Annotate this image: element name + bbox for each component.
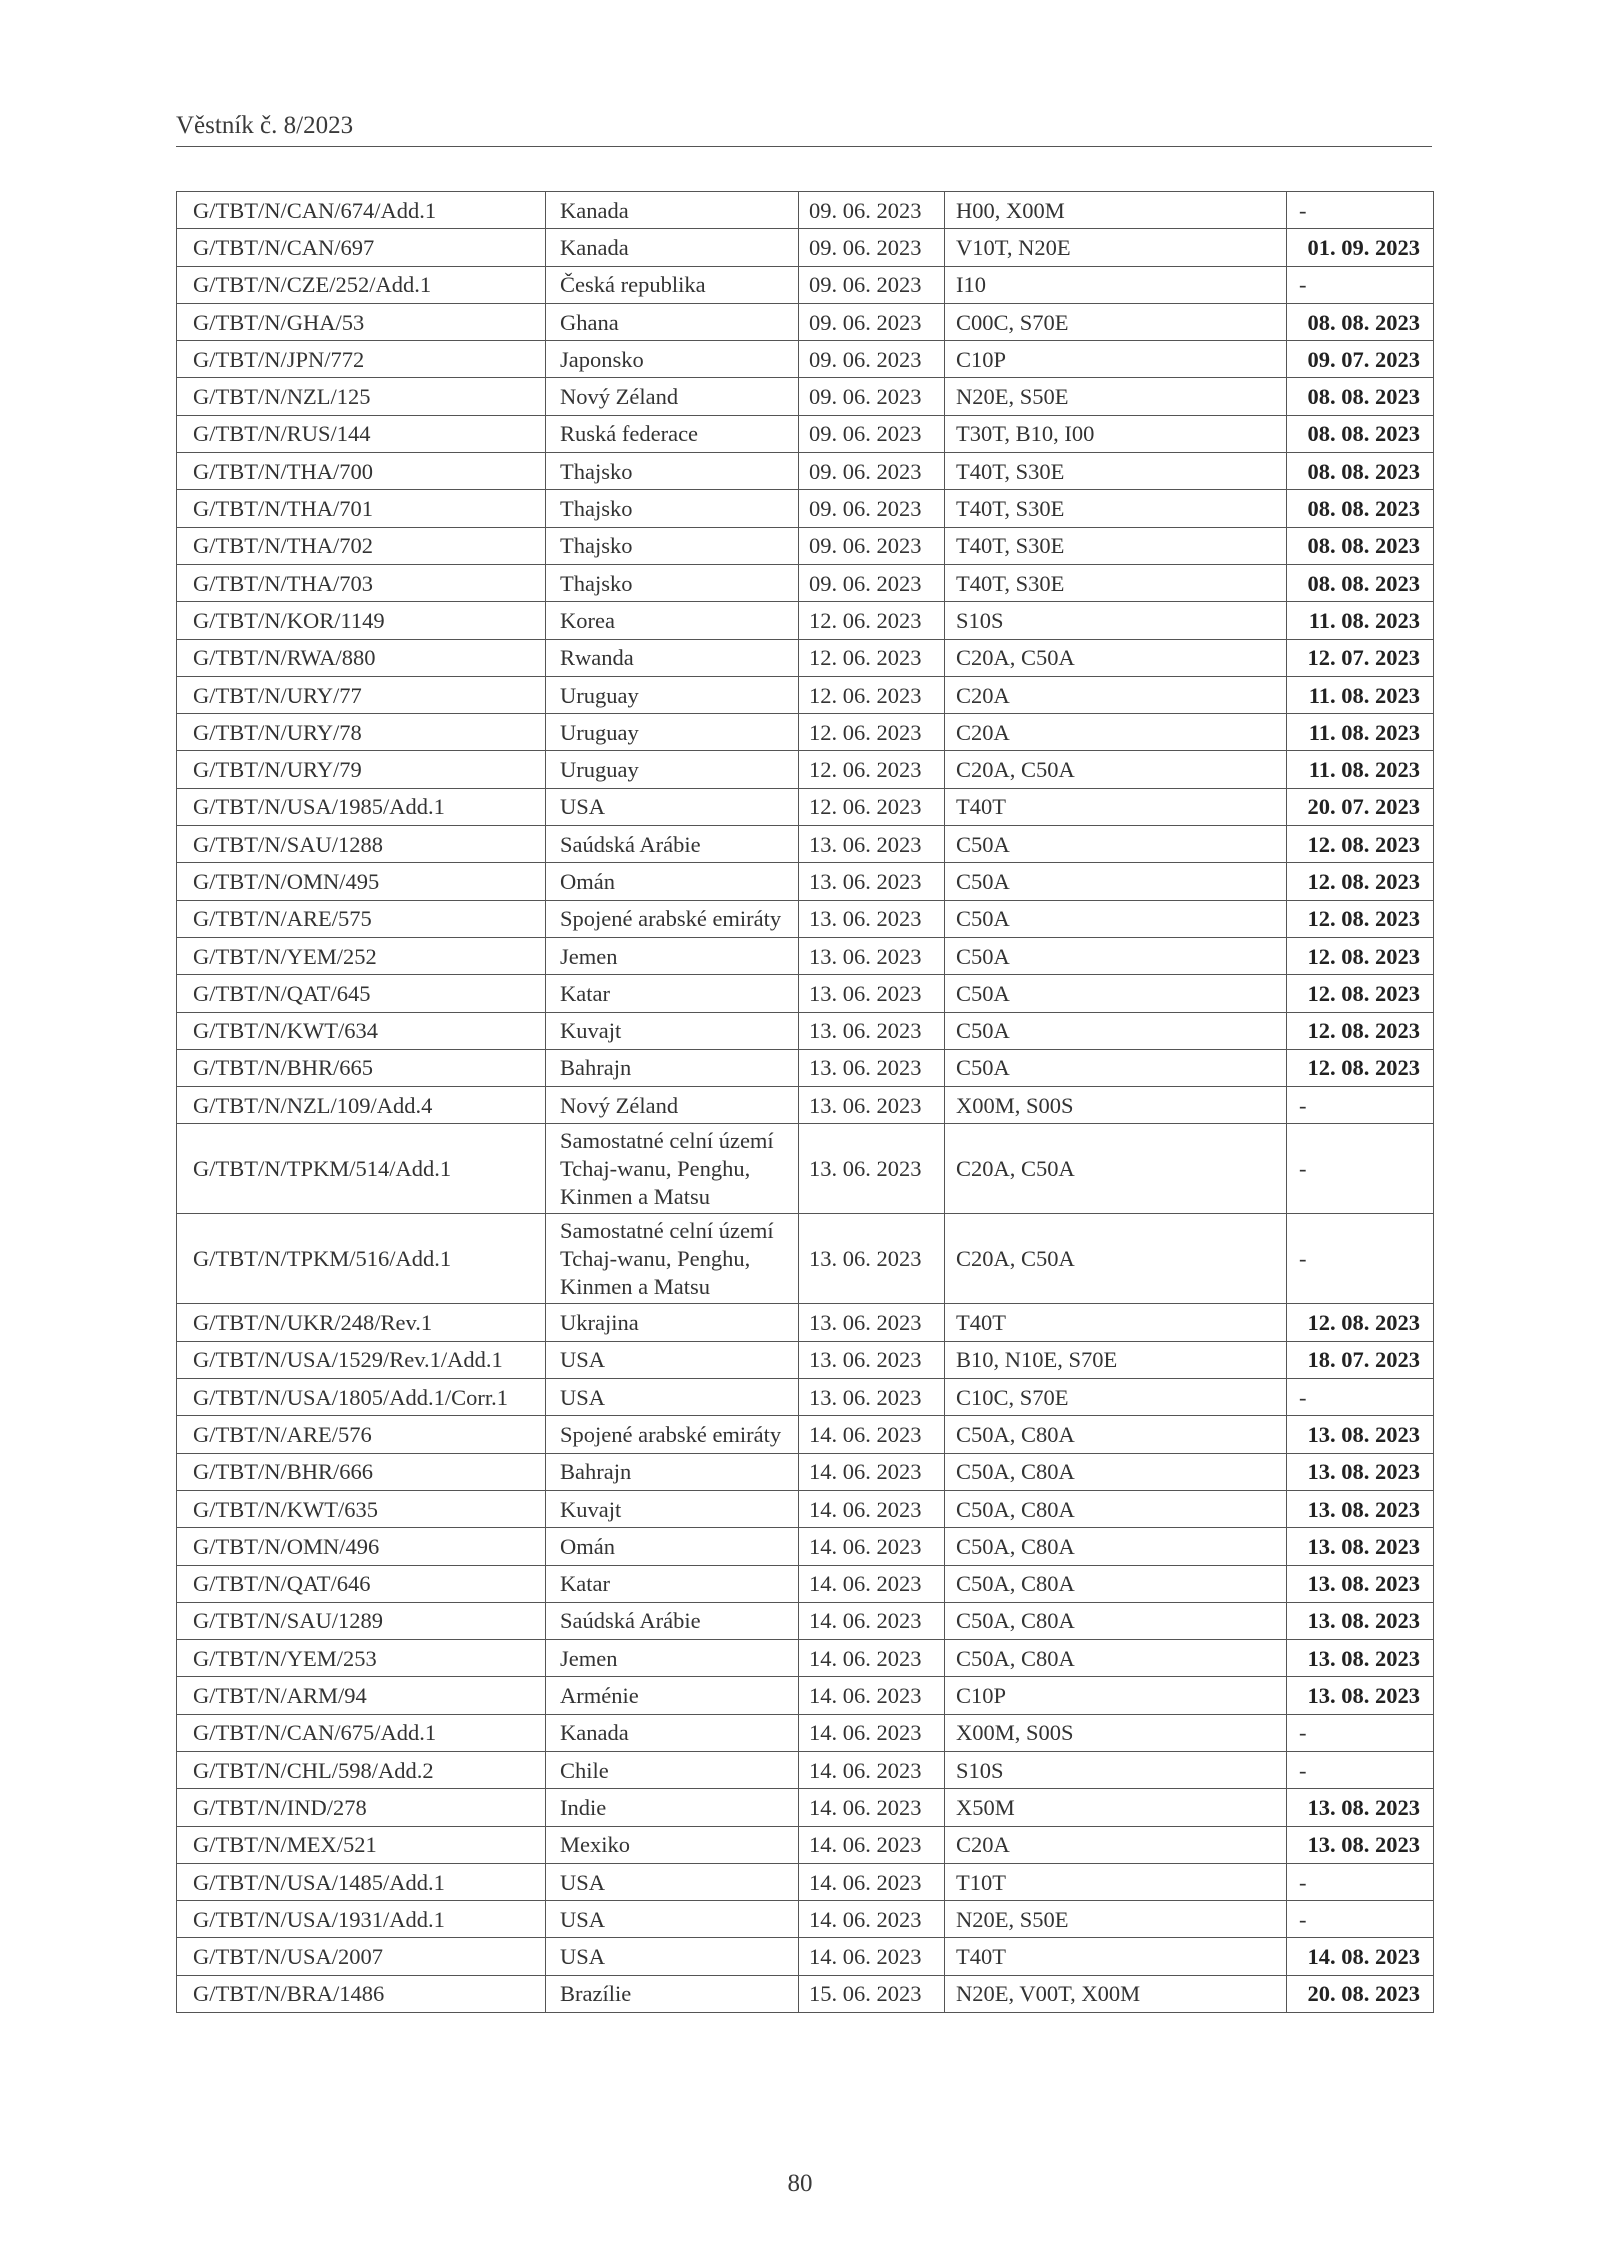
table-row xyxy=(177,1341,1434,1378)
notification-symbol-cell: G/TBT/N/CZE/252/Add.1 xyxy=(177,266,546,303)
date-cell: 12. 06. 2023 xyxy=(799,714,945,751)
ics-codes-cell: T40T, S30E xyxy=(945,564,1287,601)
country-cell: Korea xyxy=(546,602,799,639)
comment-deadline-cell: 13. 08. 2023 xyxy=(1287,1677,1434,1714)
table-row xyxy=(177,564,1434,601)
ics-codes-cell: C00C, S70E xyxy=(945,303,1287,340)
date-cell: 09. 06. 2023 xyxy=(799,527,945,564)
comment-deadline-cell: 08. 08. 2023 xyxy=(1287,378,1434,415)
notification-symbol-cell: G/TBT/N/YEM/252 xyxy=(177,937,546,974)
date-cell: 13. 06. 2023 xyxy=(799,826,945,863)
date-cell: 14. 06. 2023 xyxy=(799,1640,945,1677)
table-row xyxy=(177,229,1434,266)
date-cell: 09. 06. 2023 xyxy=(799,490,945,527)
country-cell: Kuvajt xyxy=(546,1490,799,1527)
notification-symbol-cell: G/TBT/N/NZL/125 xyxy=(177,378,546,415)
notification-symbol-cell: G/TBT/N/ARE/576 xyxy=(177,1416,546,1453)
ics-codes-cell: T30T, B10, I00 xyxy=(945,415,1287,452)
notification-symbol-cell: G/TBT/N/BHR/666 xyxy=(177,1453,546,1490)
notification-symbol-cell: G/TBT/N/OMN/496 xyxy=(177,1528,546,1565)
date-cell: 13. 06. 2023 xyxy=(799,1049,945,1086)
notification-symbol-cell: G/TBT/N/UKR/248/Rev.1 xyxy=(177,1304,546,1341)
table-row xyxy=(177,1975,1434,2012)
country-cell: Chile xyxy=(546,1751,799,1788)
date-cell: 14. 06. 2023 xyxy=(799,1677,945,1714)
date-cell: 14. 06. 2023 xyxy=(799,1490,945,1527)
country-cell: USA xyxy=(546,1901,799,1938)
ics-codes-cell: N20E, S50E xyxy=(945,378,1287,415)
country-cell: Bahrajn xyxy=(546,1453,799,1490)
notification-symbol-cell: G/TBT/N/THA/701 xyxy=(177,490,546,527)
country-cell: Mexiko xyxy=(546,1826,799,1863)
table-row xyxy=(177,192,1434,229)
notification-symbol-cell: G/TBT/N/MEX/521 xyxy=(177,1826,546,1863)
notification-symbol-cell: G/TBT/N/ARM/94 xyxy=(177,1677,546,1714)
date-cell: 14. 06. 2023 xyxy=(799,1714,945,1751)
table-row xyxy=(177,1528,1434,1565)
table-row xyxy=(177,490,1434,527)
comment-deadline-cell: 11. 08. 2023 xyxy=(1287,602,1434,639)
comment-deadline-cell: - xyxy=(1287,1379,1434,1416)
ics-codes-cell: C20A xyxy=(945,676,1287,713)
table-row xyxy=(177,341,1434,378)
table-row xyxy=(177,1938,1434,1975)
comment-deadline-cell: 08. 08. 2023 xyxy=(1287,453,1434,490)
ics-codes-cell: S10S xyxy=(945,602,1287,639)
country-cell: Katar xyxy=(546,975,799,1012)
date-cell: 09. 06. 2023 xyxy=(799,378,945,415)
country-cell: Indie xyxy=(546,1789,799,1826)
country-cell: Saúdská Arábie xyxy=(546,1602,799,1639)
date-cell: 14. 06. 2023 xyxy=(799,1938,945,1975)
date-cell: 12. 06. 2023 xyxy=(799,676,945,713)
ics-codes-cell: C50A, C80A xyxy=(945,1453,1287,1490)
ics-codes-cell: C50A, C80A xyxy=(945,1602,1287,1639)
comment-deadline-cell: - xyxy=(1287,1087,1434,1124)
ics-codes-cell: X00M, S00S xyxy=(945,1714,1287,1751)
country-cell: Kanada xyxy=(546,192,799,229)
notification-symbol-cell: G/TBT/N/KWT/635 xyxy=(177,1490,546,1527)
notification-symbol-cell: G/TBT/N/ARE/575 xyxy=(177,900,546,937)
comment-deadline-cell: 01. 09. 2023 xyxy=(1287,229,1434,266)
country-cell: Ghana xyxy=(546,303,799,340)
country-cell: Katar xyxy=(546,1565,799,1602)
date-cell: 12. 06. 2023 xyxy=(799,751,945,788)
country-cell: Ruská federace xyxy=(546,415,799,452)
table-row xyxy=(177,1602,1434,1639)
notification-symbol-cell: G/TBT/N/USA/1985/Add.1 xyxy=(177,788,546,825)
table-row xyxy=(177,602,1434,639)
table-row xyxy=(177,1304,1434,1341)
ics-codes-cell: C50A xyxy=(945,937,1287,974)
date-cell: 09. 06. 2023 xyxy=(799,564,945,601)
comment-deadline-cell: 13. 08. 2023 xyxy=(1287,1416,1434,1453)
ics-codes-cell: C20A, C50A xyxy=(945,639,1287,676)
date-cell: 13. 06. 2023 xyxy=(799,900,945,937)
table-row xyxy=(177,415,1434,452)
table-row xyxy=(177,900,1434,937)
country-cell: Uruguay xyxy=(546,714,799,751)
date-cell: 14. 06. 2023 xyxy=(799,1602,945,1639)
table-row xyxy=(177,378,1434,415)
country-cell: Uruguay xyxy=(546,676,799,713)
notification-symbol-cell: G/TBT/N/YEM/253 xyxy=(177,1640,546,1677)
country-cell: Thajsko xyxy=(546,490,799,527)
comment-deadline-cell: - xyxy=(1287,1214,1434,1304)
ics-codes-cell: X50M xyxy=(945,1789,1287,1826)
table-row xyxy=(177,1565,1434,1602)
ics-codes-cell: C50A, C80A xyxy=(945,1528,1287,1565)
table-row xyxy=(177,1124,1434,1214)
table-row xyxy=(177,1714,1434,1751)
country-cell: Jemen xyxy=(546,937,799,974)
date-cell: 13. 06. 2023 xyxy=(799,1087,945,1124)
date-cell: 14. 06. 2023 xyxy=(799,1789,945,1826)
comment-deadline-cell: 12. 08. 2023 xyxy=(1287,863,1434,900)
ics-codes-cell: C10P xyxy=(945,1677,1287,1714)
notification-symbol-cell: G/TBT/N/NZL/109/Add.4 xyxy=(177,1087,546,1124)
date-cell: 14. 06. 2023 xyxy=(799,1528,945,1565)
header-divider xyxy=(176,146,1432,147)
country-cell: USA xyxy=(546,788,799,825)
comment-deadline-cell: 12. 08. 2023 xyxy=(1287,937,1434,974)
comment-deadline-cell: 13. 08. 2023 xyxy=(1287,1602,1434,1639)
date-cell: 12. 06. 2023 xyxy=(799,788,945,825)
date-cell: 15. 06. 2023 xyxy=(799,1975,945,2012)
country-cell: Omán xyxy=(546,1528,799,1565)
date-cell: 09. 06. 2023 xyxy=(799,341,945,378)
ics-codes-cell: T40T, S30E xyxy=(945,527,1287,564)
comment-deadline-cell: 20. 07. 2023 xyxy=(1287,788,1434,825)
comment-deadline-cell: 12. 08. 2023 xyxy=(1287,1304,1434,1341)
table-row xyxy=(177,303,1434,340)
date-cell: 14. 06. 2023 xyxy=(799,1565,945,1602)
comment-deadline-cell: - xyxy=(1287,1901,1434,1938)
notification-symbol-cell: G/TBT/N/RWA/880 xyxy=(177,639,546,676)
date-cell: 09. 06. 2023 xyxy=(799,266,945,303)
comment-deadline-cell: 13. 08. 2023 xyxy=(1287,1640,1434,1677)
country-cell: Nový Zéland xyxy=(546,1087,799,1124)
comment-deadline-cell: - xyxy=(1287,1714,1434,1751)
table-row xyxy=(177,1640,1434,1677)
notification-symbol-cell: G/TBT/N/KWT/634 xyxy=(177,1012,546,1049)
date-cell: 09. 06. 2023 xyxy=(799,229,945,266)
table-row xyxy=(177,975,1434,1012)
comment-deadline-cell: 12. 08. 2023 xyxy=(1287,975,1434,1012)
comment-deadline-cell: 13. 08. 2023 xyxy=(1287,1565,1434,1602)
notification-symbol-cell: G/TBT/N/BRA/1486 xyxy=(177,1975,546,2012)
comment-deadline-cell: 08. 08. 2023 xyxy=(1287,415,1434,452)
ics-codes-cell: C50A xyxy=(945,863,1287,900)
notifications-table-body xyxy=(177,192,1434,2013)
country-cell: USA xyxy=(546,1938,799,1975)
notification-symbol-cell: G/TBT/N/THA/703 xyxy=(177,564,546,601)
notification-symbol-cell: G/TBT/N/USA/1805/Add.1/Corr.1 xyxy=(177,1379,546,1416)
notification-symbol-cell: G/TBT/N/USA/1529/Rev.1/Add.1 xyxy=(177,1341,546,1378)
date-cell: 14. 06. 2023 xyxy=(799,1453,945,1490)
ics-codes-cell: N20E, V00T, X00M xyxy=(945,1975,1287,2012)
ics-codes-cell: C50A xyxy=(945,1012,1287,1049)
table-row xyxy=(177,453,1434,490)
country-multiline-text: Samostatné celní území Tchaj-wanu, Penghu, Kinmen a Matsu xyxy=(560,1127,774,1209)
notification-symbol-cell: G/TBT/N/USA/2007 xyxy=(177,1938,546,1975)
country-cell: USA xyxy=(546,1379,799,1416)
table-row xyxy=(177,1049,1434,1086)
comment-deadline-cell: 12. 08. 2023 xyxy=(1287,900,1434,937)
country-cell: Rwanda xyxy=(546,639,799,676)
table-row xyxy=(177,1379,1434,1416)
ics-codes-cell: S10S xyxy=(945,1751,1287,1788)
ics-codes-cell: T40T, S30E xyxy=(945,453,1287,490)
comment-deadline-cell: 09. 07. 2023 xyxy=(1287,341,1434,378)
notification-symbol-cell: G/TBT/N/URY/79 xyxy=(177,751,546,788)
date-cell: 13. 06. 2023 xyxy=(799,863,945,900)
table-row xyxy=(177,639,1434,676)
country-cell: Arménie xyxy=(546,1677,799,1714)
table-row xyxy=(177,1901,1434,1938)
table-row xyxy=(177,1751,1434,1788)
ics-codes-cell: H00, X00M xyxy=(945,192,1287,229)
date-cell: 09. 06. 2023 xyxy=(799,415,945,452)
notification-symbol-cell: G/TBT/N/SAU/1288 xyxy=(177,826,546,863)
comment-deadline-cell: 08. 08. 2023 xyxy=(1287,303,1434,340)
table-row xyxy=(177,1214,1434,1304)
notification-symbol-cell: G/TBT/N/GHA/53 xyxy=(177,303,546,340)
notification-symbol-cell: G/TBT/N/QAT/645 xyxy=(177,975,546,1012)
notification-symbol-cell: G/TBT/N/THA/700 xyxy=(177,453,546,490)
country-multiline-text: Samostatné celní území Tchaj-wanu, Penghu, Kinmen a Matsu xyxy=(560,1217,774,1299)
country-cell: Spojené arabské emiráty xyxy=(546,1416,799,1453)
date-cell: 12. 06. 2023 xyxy=(799,639,945,676)
date-cell: 14. 06. 2023 xyxy=(799,1751,945,1788)
table-row xyxy=(177,1453,1434,1490)
date-cell: 13. 06. 2023 xyxy=(799,975,945,1012)
comment-deadline-cell: 12. 08. 2023 xyxy=(1287,826,1434,863)
notification-symbol-cell: G/TBT/N/URY/78 xyxy=(177,714,546,751)
table-row xyxy=(177,1490,1434,1527)
date-cell: 14. 06. 2023 xyxy=(799,1826,945,1863)
comment-deadline-cell: 08. 08. 2023 xyxy=(1287,564,1434,601)
country-cell: Thajsko xyxy=(546,564,799,601)
country-cell: Česká republika xyxy=(546,266,799,303)
country-cell: Omán xyxy=(546,863,799,900)
table-row xyxy=(177,937,1434,974)
country-cell: Thajsko xyxy=(546,527,799,564)
notification-symbol-cell: G/TBT/N/URY/77 xyxy=(177,676,546,713)
ics-codes-cell: C50A, C80A xyxy=(945,1490,1287,1527)
comment-deadline-cell: 18. 07. 2023 xyxy=(1287,1341,1434,1378)
country-cell: Kanada xyxy=(546,229,799,266)
ics-codes-cell: C20A, C50A xyxy=(945,1214,1287,1304)
country-cell: Kuvajt xyxy=(546,1012,799,1049)
ics-codes-cell: C20A xyxy=(945,1826,1287,1863)
ics-codes-cell: C10C, S70E xyxy=(945,1379,1287,1416)
notification-symbol-cell: G/TBT/N/USA/1485/Add.1 xyxy=(177,1863,546,1900)
comment-deadline-cell: 13. 08. 2023 xyxy=(1287,1453,1434,1490)
country-cell: Thajsko xyxy=(546,453,799,490)
notification-symbol-cell: G/TBT/N/TPKM/516/Add.1 xyxy=(177,1214,546,1304)
ics-codes-cell: I10 xyxy=(945,266,1287,303)
country-cell: Jemen xyxy=(546,1640,799,1677)
notification-symbol-cell: G/TBT/N/THA/702 xyxy=(177,527,546,564)
ics-codes-cell: X00M, S00S xyxy=(945,1087,1287,1124)
ics-codes-cell: T40T xyxy=(945,1938,1287,1975)
page-number: 80 xyxy=(787,2170,813,2197)
comment-deadline-cell: 08. 08. 2023 xyxy=(1287,490,1434,527)
table-row xyxy=(177,1416,1434,1453)
page-header-title: Věstník č. 8/2023 xyxy=(176,112,354,139)
notification-symbol-cell: G/TBT/N/OMN/495 xyxy=(177,863,546,900)
ics-codes-cell: C20A, C50A xyxy=(945,1124,1287,1214)
ics-codes-cell: C50A xyxy=(945,826,1287,863)
country-cell: Brazílie xyxy=(546,1975,799,2012)
country-cell: Ukrajina xyxy=(546,1304,799,1341)
notification-symbol-cell: G/TBT/N/CAN/697 xyxy=(177,229,546,266)
comment-deadline-cell: - xyxy=(1287,192,1434,229)
date-cell: 13. 06. 2023 xyxy=(799,1214,945,1304)
notification-symbol-cell: G/TBT/N/USA/1931/Add.1 xyxy=(177,1901,546,1938)
ics-codes-cell: N20E, S50E xyxy=(945,1901,1287,1938)
date-cell: 13. 06. 2023 xyxy=(799,1341,945,1378)
ics-codes-cell: C20A xyxy=(945,714,1287,751)
comment-deadline-cell: 20. 08. 2023 xyxy=(1287,1975,1434,2012)
date-cell: 14. 06. 2023 xyxy=(799,1416,945,1453)
comment-deadline-cell: 08. 08. 2023 xyxy=(1287,527,1434,564)
table-row xyxy=(177,826,1434,863)
notification-symbol-cell: G/TBT/N/RUS/144 xyxy=(177,415,546,452)
country-cell: Spojené arabské emiráty xyxy=(546,900,799,937)
date-cell: 09. 06. 2023 xyxy=(799,192,945,229)
ics-codes-cell: T10T xyxy=(945,1863,1287,1900)
table-row xyxy=(177,751,1434,788)
notifications-table xyxy=(176,191,1434,2013)
table-row xyxy=(177,1789,1434,1826)
ics-codes-cell: C50A, C80A xyxy=(945,1640,1287,1677)
table-row xyxy=(177,1012,1434,1049)
comment-deadline-cell: 11. 08. 2023 xyxy=(1287,751,1434,788)
country-cell: USA xyxy=(546,1863,799,1900)
comment-deadline-cell: - xyxy=(1287,1124,1434,1214)
comment-deadline-cell: 13. 08. 2023 xyxy=(1287,1826,1434,1863)
comment-deadline-cell: 13. 08. 2023 xyxy=(1287,1528,1434,1565)
notification-symbol-cell: G/TBT/N/QAT/646 xyxy=(177,1565,546,1602)
table-row xyxy=(177,714,1434,751)
date-cell: 13. 06. 2023 xyxy=(799,1012,945,1049)
notification-symbol-cell: G/TBT/N/CAN/675/Add.1 xyxy=(177,1714,546,1751)
notification-symbol-cell: G/TBT/N/KOR/1149 xyxy=(177,602,546,639)
table-row xyxy=(177,527,1434,564)
comment-deadline-cell: 12. 07. 2023 xyxy=(1287,639,1434,676)
country-cell: USA xyxy=(546,1341,799,1378)
comment-deadline-cell: 11. 08. 2023 xyxy=(1287,714,1434,751)
date-cell: 14. 06. 2023 xyxy=(799,1901,945,1938)
date-cell: 14. 06. 2023 xyxy=(799,1863,945,1900)
country-cell: Uruguay xyxy=(546,751,799,788)
country-cell: Bahrajn xyxy=(546,1049,799,1086)
comment-deadline-cell: 12. 08. 2023 xyxy=(1287,1012,1434,1049)
date-cell: 09. 06. 2023 xyxy=(799,303,945,340)
date-cell: 13. 06. 2023 xyxy=(799,937,945,974)
comment-deadline-cell: - xyxy=(1287,1863,1434,1900)
ics-codes-cell: V10T, N20E xyxy=(945,229,1287,266)
table-row xyxy=(177,266,1434,303)
notification-symbol-cell: G/TBT/N/JPN/772 xyxy=(177,341,546,378)
table-row xyxy=(177,1087,1434,1124)
country-cell: Kanada xyxy=(546,1714,799,1751)
notification-symbol-cell: G/TBT/N/CAN/674/Add.1 xyxy=(177,192,546,229)
date-cell: 12. 06. 2023 xyxy=(799,602,945,639)
ics-codes-cell: T40T, S30E xyxy=(945,490,1287,527)
ics-codes-cell: C50A xyxy=(945,975,1287,1012)
date-cell: 09. 06. 2023 xyxy=(799,453,945,490)
comment-deadline-cell: 12. 08. 2023 xyxy=(1287,1049,1434,1086)
country-cell xyxy=(546,1214,799,1304)
comment-deadline-cell: 13. 08. 2023 xyxy=(1287,1789,1434,1826)
comment-deadline-cell: - xyxy=(1287,1751,1434,1788)
table-row xyxy=(177,863,1434,900)
comment-deadline-cell: - xyxy=(1287,266,1434,303)
notification-symbol-cell: G/TBT/N/CHL/598/Add.2 xyxy=(177,1751,546,1788)
ics-codes-cell: T40T xyxy=(945,1304,1287,1341)
ics-codes-cell: C50A, C80A xyxy=(945,1565,1287,1602)
comment-deadline-cell: 11. 08. 2023 xyxy=(1287,676,1434,713)
notification-symbol-cell: G/TBT/N/BHR/665 xyxy=(177,1049,546,1086)
ics-codes-cell: C50A xyxy=(945,900,1287,937)
date-cell: 13. 06. 2023 xyxy=(799,1379,945,1416)
table-row xyxy=(177,1677,1434,1714)
ics-codes-cell: C20A, C50A xyxy=(945,751,1287,788)
ics-codes-cell: C10P xyxy=(945,341,1287,378)
country-cell xyxy=(546,1124,799,1214)
country-cell: Japonsko xyxy=(546,341,799,378)
notification-symbol-cell: G/TBT/N/TPKM/514/Add.1 xyxy=(177,1124,546,1214)
date-cell: 13. 06. 2023 xyxy=(799,1124,945,1214)
ics-codes-cell: C50A, C80A xyxy=(945,1416,1287,1453)
date-cell: 13. 06. 2023 xyxy=(799,1304,945,1341)
table-row xyxy=(177,1863,1434,1900)
table-row xyxy=(177,1826,1434,1863)
comment-deadline-cell: 14. 08. 2023 xyxy=(1287,1938,1434,1975)
comment-deadline-cell: 13. 08. 2023 xyxy=(1287,1490,1434,1527)
table-row xyxy=(177,788,1434,825)
ics-codes-cell: T40T xyxy=(945,788,1287,825)
ics-codes-cell: B10, N10E, S70E xyxy=(945,1341,1287,1378)
country-cell: Saúdská Arábie xyxy=(546,826,799,863)
ics-codes-cell: C50A xyxy=(945,1049,1287,1086)
country-cell: Nový Zéland xyxy=(546,378,799,415)
table-row xyxy=(177,676,1434,713)
notification-symbol-cell: G/TBT/N/IND/278 xyxy=(177,1789,546,1826)
notification-symbol-cell: G/TBT/N/SAU/1289 xyxy=(177,1602,546,1639)
